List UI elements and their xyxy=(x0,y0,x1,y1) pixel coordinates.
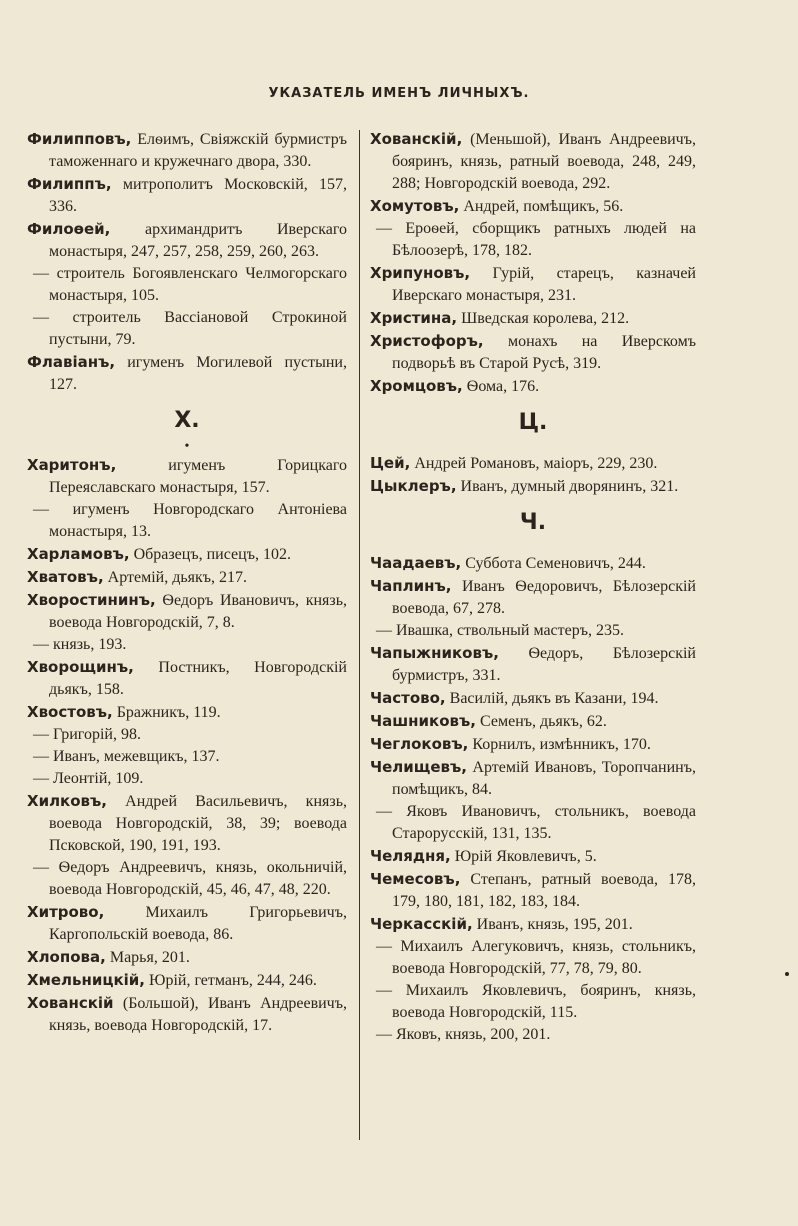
entry-text: Семенъ, дьякъ, 62. xyxy=(476,713,607,730)
entry-headword: Чемесовъ, xyxy=(370,870,461,888)
margin-mark xyxy=(785,972,789,976)
entry-text: Образецъ, писецъ, 102. xyxy=(129,546,291,563)
entry-text: Артемій Ивановъ, Торопчанинъ, помѣщикъ, 84. xyxy=(392,759,696,798)
entry-headword: Хворостининъ, xyxy=(27,591,156,609)
index-entry xyxy=(27,656,347,701)
entry-headword: Хлопова, xyxy=(27,948,106,966)
entry-headword: Филипповъ, xyxy=(27,130,132,148)
entry-text: Гурій, старецъ, казначей Иверскаго монастыря, 231. xyxy=(392,265,696,304)
entry-headword: Цыклеръ, xyxy=(370,477,457,495)
index-entry xyxy=(27,901,347,946)
entry-text: — строитель Богоявленскаго Челмогорскаго монастыря, 105. xyxy=(33,265,347,304)
entry-text: Бражникъ, 119. xyxy=(112,704,221,721)
index-entry xyxy=(27,790,347,857)
entry-text: Иванъ, князь, 195, 201. xyxy=(472,916,633,933)
entry-text: игуменъ Могилевой пустыни, 127. xyxy=(49,354,347,393)
entry-text: — игуменъ Новгородскаго Антоніева монастыря, 13. xyxy=(33,501,347,540)
index-entry xyxy=(370,475,696,498)
entry-headword: Цей, xyxy=(370,454,411,472)
index-entry xyxy=(370,262,696,307)
index-entry xyxy=(27,992,347,1037)
index-entry xyxy=(370,452,696,475)
entry-text: — Ивашка, ствольный мастеръ, 235. xyxy=(376,622,625,639)
index-entry xyxy=(370,687,696,710)
entry-text: Ѳедоръ Ивановичъ, князь, воевода Новгородскій, 7, 8. xyxy=(49,592,347,631)
section-letter: Ц. xyxy=(518,410,548,435)
ink-dot: • xyxy=(184,439,190,454)
entry-text: — Ероѳей, сборщикъ ратныхъ людей на Бѣлоозерѣ, 178, 182. xyxy=(376,220,696,259)
entry-text: Иванъ Ѳедоровичъ, Бѣлозерскій воевода, 67, 278. xyxy=(392,578,696,617)
entry-text: игуменъ Горицкаго Переяславскаго монастыря, 157. xyxy=(49,457,347,496)
entry-text: Андрей Романовъ, маіоръ, 229, 230. xyxy=(410,455,658,472)
entry-headword: Частово, xyxy=(370,689,446,707)
entry-headword: Хрипуновъ, xyxy=(370,264,471,282)
index-entry xyxy=(370,575,696,620)
entry-text: Марья, 201. xyxy=(105,949,190,966)
entry-headword: Харитонъ, xyxy=(27,456,117,474)
entry-headword: Хворощинъ, xyxy=(27,658,134,676)
entry-headword: Чапыжниковъ, xyxy=(370,644,499,662)
entry-text: Постникъ, Новгородскій дьякъ, 158. xyxy=(49,659,347,698)
entry-headword: Филиппъ, xyxy=(27,175,112,193)
index-entry xyxy=(370,128,696,195)
index-subentry xyxy=(370,1024,696,1046)
index-subentry xyxy=(27,724,347,746)
index-entry xyxy=(27,589,347,634)
entry-text: Андрей Васильевичъ, князь, воевода Новгородскій, 38, 39; воевода Псковской, 190, 191, 193. xyxy=(49,793,347,854)
index-entry xyxy=(27,128,347,173)
index-entry xyxy=(370,307,696,330)
entry-headword: Чеглоковъ, xyxy=(370,735,469,753)
entry-text: Елѳимъ, Свіяжскій бурмистръ таможеннаго и кружечнаго двора, 330. xyxy=(49,131,347,170)
entry-headword: Хованскій xyxy=(27,994,114,1012)
index-subentry xyxy=(370,218,696,262)
entry-headword: Чашниковъ, xyxy=(370,712,476,730)
index-entry xyxy=(370,733,696,756)
entry-text: монахъ на Иверскомъ подворьѣ въ Старой Русѣ, 319. xyxy=(392,333,696,372)
index-subentry xyxy=(370,980,696,1024)
entry-text: Юрій Яковлевичъ, 5. xyxy=(450,848,597,865)
index-entry xyxy=(27,454,347,499)
entry-headword: Хомутовъ, xyxy=(370,197,460,215)
index-subentry xyxy=(27,499,347,543)
entry-text: — Михаилъ Алегуковичъ, князь, стольникъ, воевода Новгородскій, 77, 78, 79, 80. xyxy=(376,938,696,977)
entry-text: Михаилъ Григорьевичъ, Каргопольскій воевода, 86. xyxy=(49,904,347,943)
entry-text: Иванъ, думный дворянинъ, 321. xyxy=(456,478,679,495)
index-subentry xyxy=(370,801,696,845)
entry-text: Степанъ, ратный воевода, 178, 179, 180, 181, 182, 183, 184. xyxy=(392,871,696,910)
entry-headword: Черкасскій, xyxy=(370,915,473,933)
entry-text: Василій, дьякъ въ Казани, 194. xyxy=(445,690,659,707)
index-entry xyxy=(370,552,696,575)
entry-headword: Христина, xyxy=(370,309,458,327)
entry-headword: Хватовъ, xyxy=(27,568,104,586)
index-entry xyxy=(27,173,347,218)
entry-text: Суббота Семеновичъ, 244. xyxy=(461,555,646,572)
right-column xyxy=(370,128,696,1046)
entry-headword: Флавіанъ, xyxy=(27,353,116,371)
section-letter: Х. xyxy=(174,408,200,433)
entry-text: — князь, 193. xyxy=(33,636,127,653)
entry-text: — Леонтій, 109. xyxy=(33,770,144,787)
index-entry xyxy=(370,756,696,801)
entry-text: — Яковъ Ивановичъ, стольникъ, воевода Старорусскій, 131, 135. xyxy=(376,803,696,842)
entry-text: Артемій, дьякъ, 217. xyxy=(103,569,248,586)
index-subentry xyxy=(27,768,347,790)
index-subentry xyxy=(27,263,347,307)
index-entry xyxy=(27,701,347,724)
entry-text: — Иванъ, межевщикъ, 137. xyxy=(33,748,220,765)
entry-headword: Хованскій, xyxy=(370,130,463,148)
entry-headword: Харламовъ, xyxy=(27,545,130,563)
section-letter: Ч. xyxy=(519,510,547,535)
entry-text: (Большой), Иванъ Андреевичъ, князь, воевода Новгородскій, 17. xyxy=(49,995,347,1034)
index-entry xyxy=(27,351,347,396)
entry-headword: Христофоръ, xyxy=(370,332,484,350)
entry-text: — Григорій, 98. xyxy=(33,726,141,743)
index-entry xyxy=(27,946,347,969)
index-subentry xyxy=(27,746,347,768)
entry-headword: Хвостовъ, xyxy=(27,703,113,721)
entry-headword: Челядня, xyxy=(370,847,451,865)
entry-headword: Чаплинъ, xyxy=(370,577,452,595)
index-entry xyxy=(370,845,696,868)
entry-headword: Хилковъ, xyxy=(27,792,108,810)
index-entry xyxy=(370,375,696,398)
entry-text: — строитель Вассіановой Строкиной пустыни, 79. xyxy=(33,309,347,348)
entry-headword: Челищевъ, xyxy=(370,758,468,776)
index-entry xyxy=(370,330,696,375)
index-entry xyxy=(370,195,696,218)
entry-headword: Хитрово, xyxy=(27,903,105,921)
entry-text: — Ѳедоръ Андреевичъ, князь, окольничій, воевода Новгородскій, 45, 46, 47, 48, 220. xyxy=(33,859,347,898)
entry-text: Андрей, помѣщикъ, 56. xyxy=(459,198,624,215)
index-entry xyxy=(370,913,696,936)
index-entry xyxy=(27,218,347,263)
entry-text: — Михаилъ Яковлевичъ, бояринъ, князь, воевода Новгородскій, 115. xyxy=(376,982,696,1021)
entry-headword: Хромцовъ, xyxy=(370,377,463,395)
index-subentry xyxy=(370,936,696,980)
entry-headword: Филоѳей, xyxy=(27,220,111,238)
index-subentry xyxy=(27,857,347,901)
entry-headword: Чаадаевъ, xyxy=(370,554,462,572)
index-subentry xyxy=(27,634,347,656)
column-divider xyxy=(359,130,360,1140)
index-subentry xyxy=(27,307,347,351)
index-entry xyxy=(370,868,696,913)
index-entry xyxy=(27,543,347,566)
entry-text: Юрій, гетманъ, 244, 246. xyxy=(145,972,317,989)
entry-text: Корнилъ, измѣнникъ, 170. xyxy=(468,736,651,753)
page-title: УКАЗАТЕЛЬ ИМЕНЪ ЛИЧНЫХЪ. xyxy=(268,86,530,101)
entry-text: митрополитъ Московскій, 157, 336. xyxy=(49,176,347,215)
entry-text: — Яковъ, князь, 200, 201. xyxy=(376,1026,551,1043)
index-entry xyxy=(27,566,347,589)
index-entry xyxy=(370,642,696,687)
index-entry xyxy=(370,710,696,733)
entry-text: Шведская королева, 212. xyxy=(457,310,630,327)
index-entry xyxy=(27,969,347,992)
index-subentry xyxy=(370,620,696,642)
entry-text: (Меньшой), Иванъ Андреевичъ, бояринъ, князь, ратный воевода, 248, 249, 288; Новгородскій воевода, 292. xyxy=(392,131,696,192)
entry-text: Ѳома, 176. xyxy=(462,378,540,395)
entry-text: Ѳедоръ, Бѣлозерскій бурмистръ, 331. xyxy=(392,645,696,684)
entry-text: архимандритъ Иверскаго монастыря, 247, 257, 258, 259, 260, 263. xyxy=(49,221,347,260)
entry-headword: Хмельницкій, xyxy=(27,971,145,989)
left-column xyxy=(27,128,347,1037)
